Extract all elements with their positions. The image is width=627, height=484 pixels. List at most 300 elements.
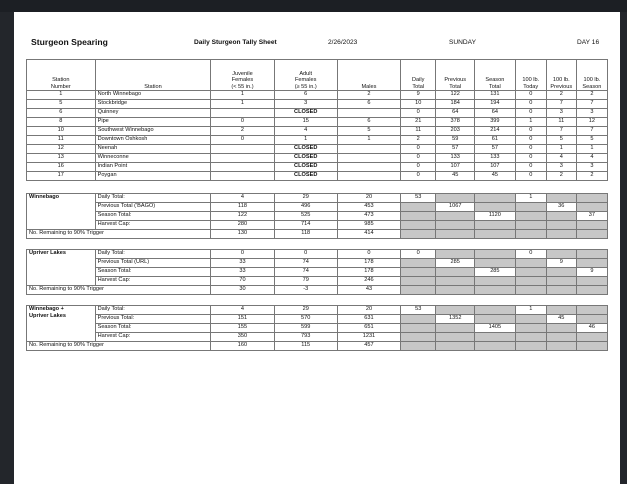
remaining-label-cell: No. Remaining to 90% Trigger [27, 342, 211, 351]
prev-cell: 1067 [436, 203, 475, 212]
juvenile-cell: 122 [211, 212, 274, 221]
col-males [337, 60, 400, 91]
lb-season-cell: 5 [576, 136, 607, 145]
juvenile-cell: 30 [211, 286, 274, 295]
prev-cell: 122 [436, 91, 475, 100]
juvenile-cell: 1 [211, 100, 274, 109]
station-row [27, 127, 608, 136]
lb-prev-cell [546, 221, 576, 230]
males-cell: 178 [337, 268, 400, 277]
daily-cell: 21 [401, 118, 436, 127]
daily-cell: 0 [401, 172, 436, 181]
season-cell [475, 333, 516, 342]
daily-cell: 9 [401, 91, 436, 100]
prev-cell [436, 250, 475, 259]
lb-prev-cell [546, 277, 576, 286]
lb-prev-cell: 9 [546, 259, 576, 268]
prev-cell [436, 277, 475, 286]
empty-cell [401, 342, 436, 351]
lb-season-cell [576, 221, 607, 230]
juvenile-cell [211, 154, 274, 163]
lb-season-cell [576, 194, 607, 203]
header-line: Males [361, 83, 377, 90]
juvenile-cell: 155 [211, 324, 274, 333]
lb-today-cell [515, 268, 546, 277]
prev-cell [436, 324, 475, 333]
lb-season-cell: 12 [576, 118, 607, 127]
summary-title-line: Winnebago [29, 194, 60, 200]
season-cell [475, 221, 516, 230]
spacer-cell [27, 295, 608, 306]
lb-today-cell [515, 221, 546, 230]
prev-cell [436, 333, 475, 342]
daily-cell [401, 333, 436, 342]
summary-label-cell: Daily Total: [95, 250, 211, 259]
lb-today-cell: 0 [515, 163, 546, 172]
header-line: Today [523, 83, 539, 90]
sheet-date: 2/26/2023 [328, 39, 358, 46]
males-cell: 20 [337, 306, 400, 315]
lb-today-cell: 1 [515, 306, 546, 315]
prev-cell [436, 212, 475, 221]
juvenile-cell: 70 [211, 277, 274, 286]
males-cell: 2 [337, 91, 400, 100]
window-top-bar [0, 0, 627, 12]
daily-cell [401, 315, 436, 324]
station-name-cell: Neenah [95, 145, 211, 154]
spacer-cell [27, 181, 608, 194]
prev-cell: 45 [436, 172, 475, 181]
spacer-cell [27, 239, 608, 250]
lb-prev-cell: 5 [546, 136, 576, 145]
prev-cell [436, 194, 475, 203]
summary-label-cell: Season Total: [95, 324, 211, 333]
summary-row [27, 277, 608, 286]
prev-cell [436, 306, 475, 315]
header-line: Station [52, 77, 70, 84]
station-row [27, 172, 608, 181]
lb-season-cell [576, 250, 607, 259]
summary-title-cell [27, 306, 96, 342]
adult-cell: 74 [274, 259, 337, 268]
empty-cell [401, 286, 436, 295]
juvenile-cell: 151 [211, 315, 274, 324]
males-cell: 631 [337, 315, 400, 324]
empty-cell [546, 342, 576, 351]
juvenile-cell: 2 [211, 127, 274, 136]
station-number-cell: 17 [27, 172, 96, 181]
station-name-cell: Winneconne [95, 154, 211, 163]
males-cell [337, 154, 400, 163]
males-cell [337, 109, 400, 118]
station-name-cell: Poygan [95, 172, 211, 181]
empty-cell [475, 286, 516, 295]
section-spacer [27, 239, 608, 250]
adult-cell: 118 [274, 230, 337, 239]
lb-prev-cell [546, 324, 576, 333]
prev-cell: 285 [436, 259, 475, 268]
station-number-cell: 12 [27, 145, 96, 154]
daily-cell [401, 221, 436, 230]
lb-season-cell: 7 [576, 127, 607, 136]
station-row [27, 163, 608, 172]
station-name-cell: Indian Point [95, 163, 211, 172]
lb-season-cell [576, 259, 607, 268]
col-juvenile-females [211, 60, 274, 91]
lb-today-cell [515, 203, 546, 212]
empty-cell [401, 230, 436, 239]
daily-cell: 0 [401, 145, 436, 154]
station-name-cell: Quinney [95, 109, 211, 118]
header-line: Season [485, 77, 505, 84]
summary-row [27, 203, 608, 212]
lb-season-cell [576, 277, 607, 286]
lb-today-cell: 0 [515, 154, 546, 163]
station-name-cell: Downtown Oshkosh [95, 136, 211, 145]
males-cell: 651 [337, 324, 400, 333]
males-cell: 414 [337, 230, 400, 239]
daily-cell [401, 324, 436, 333]
lb-today-cell: 0 [515, 172, 546, 181]
summary-label-cell: Previous Total: [95, 315, 211, 324]
closed-status-cell: CLOSED [274, 154, 337, 163]
empty-cell [546, 230, 576, 239]
season-cell: 57 [475, 145, 516, 154]
lb-prev-cell: 1 [546, 145, 576, 154]
daily-cell: 2 [401, 136, 436, 145]
adult-cell: 793 [274, 333, 337, 342]
juvenile-cell: 160 [211, 342, 274, 351]
section-spacer [27, 295, 608, 306]
lb-season-cell: 7 [576, 100, 607, 109]
lb-today-cell [515, 259, 546, 268]
daily-cell [401, 259, 436, 268]
summary-label-cell: Harvest Cap: [95, 333, 211, 342]
tally-table [26, 59, 608, 351]
header-line: Females [231, 77, 254, 84]
tally-sheet-page [14, 12, 620, 484]
season-cell [475, 315, 516, 324]
season-cell [475, 259, 516, 268]
lb-prev-cell: 2 [546, 172, 576, 181]
adult-cell: 1 [274, 136, 337, 145]
prev-cell: 133 [436, 154, 475, 163]
season-cell: 107 [475, 163, 516, 172]
empty-cell [436, 342, 475, 351]
prev-cell: 57 [436, 145, 475, 154]
males-cell: 43 [337, 286, 400, 295]
header-line: Previous [444, 77, 467, 84]
juvenile-cell [211, 145, 274, 154]
summary-row [27, 306, 608, 315]
season-cell: 194 [475, 100, 516, 109]
header-line: 100 lb. [552, 77, 570, 84]
closed-status-cell: CLOSED [274, 172, 337, 181]
summary-label-cell: Harvest Cap: [95, 277, 211, 286]
station-number-cell: 5 [27, 100, 96, 109]
lb-today-cell: 0 [515, 109, 546, 118]
season-cell: 64 [475, 109, 516, 118]
juvenile-cell: 33 [211, 268, 274, 277]
juvenile-cell: 4 [211, 306, 274, 315]
season-cell [475, 250, 516, 259]
station-name-cell: Pipe [95, 118, 211, 127]
adult-cell: 115 [274, 342, 337, 351]
adult-cell: 74 [274, 268, 337, 277]
header-line: Juvenile [232, 70, 253, 77]
header-line: Previous [550, 83, 573, 90]
adult-cell: 496 [274, 203, 337, 212]
sheet-weekday: SUNDAY [449, 39, 476, 46]
males-cell: 1 [337, 136, 400, 145]
males-cell: 1231 [337, 333, 400, 342]
males-cell: 20 [337, 194, 400, 203]
juvenile-cell: 280 [211, 221, 274, 230]
lb-prev-cell: 4 [546, 154, 576, 163]
station-number-cell: 8 [27, 118, 96, 127]
daily-cell [401, 268, 436, 277]
lb-today-cell: 0 [515, 136, 546, 145]
col-100lb-previous [546, 60, 576, 91]
season-cell: 214 [475, 127, 516, 136]
lb-today-cell [515, 277, 546, 286]
col-station-number [27, 60, 96, 91]
lb-prev-cell: 36 [546, 203, 576, 212]
summary-row [27, 268, 608, 277]
lb-prev-cell: 3 [546, 163, 576, 172]
season-cell: 45 [475, 172, 516, 181]
daily-cell: 0 [401, 250, 436, 259]
adult-cell: 6 [274, 91, 337, 100]
col-adult-females [274, 60, 337, 91]
males-cell [337, 145, 400, 154]
daily-cell: 53 [401, 194, 436, 203]
section-spacer [27, 181, 608, 194]
prev-cell: 64 [436, 109, 475, 118]
daily-cell: 53 [401, 306, 436, 315]
males-cell: 6 [337, 118, 400, 127]
adult-cell: 0 [274, 250, 337, 259]
summary-row [27, 324, 608, 333]
prev-cell [436, 221, 475, 230]
empty-cell [436, 286, 475, 295]
header-line: Total [412, 83, 425, 90]
summary-label-cell: Season Total: [95, 268, 211, 277]
adult-cell: -3 [274, 286, 337, 295]
daily-cell: 10 [401, 100, 436, 109]
prev-cell: 1352 [436, 315, 475, 324]
lb-prev-cell: 7 [546, 100, 576, 109]
header-line: Adult [299, 70, 313, 77]
remaining-row [27, 286, 608, 295]
season-cell [475, 194, 516, 203]
empty-cell [515, 230, 546, 239]
remaining-label-cell: No. Remaining to 90% Trigger [27, 286, 211, 295]
lb-season-cell [576, 315, 607, 324]
lb-season-cell: 2 [576, 91, 607, 100]
station-row [27, 109, 608, 118]
closed-status-cell: CLOSED [274, 163, 337, 172]
col-station [95, 60, 211, 91]
adult-cell: 29 [274, 306, 337, 315]
summary-title-cell [27, 250, 96, 286]
males-cell [337, 172, 400, 181]
header-line: Number [50, 83, 71, 90]
lb-season-cell: 4 [576, 154, 607, 163]
juvenile-cell: 118 [211, 203, 274, 212]
summary-row [27, 221, 608, 230]
daily-cell [401, 277, 436, 286]
prev-cell: 107 [436, 163, 475, 172]
juvenile-cell: 350 [211, 333, 274, 342]
summary-row [27, 194, 608, 203]
adult-cell: 4 [274, 127, 337, 136]
lb-season-cell [576, 306, 607, 315]
season-cell: 131 [475, 91, 516, 100]
lb-today-cell: 1 [515, 118, 546, 127]
season-cell: 1120 [475, 212, 516, 221]
summary-row [27, 315, 608, 324]
males-cell: 0 [337, 250, 400, 259]
station-number-cell: 10 [27, 127, 96, 136]
lb-prev-cell: 7 [546, 127, 576, 136]
summary-title-cell [27, 194, 96, 230]
lb-today-cell [515, 324, 546, 333]
adult-cell: 570 [274, 315, 337, 324]
lb-today-cell: 0 [515, 100, 546, 109]
empty-cell [515, 342, 546, 351]
lb-today-cell [515, 315, 546, 324]
header-line: Station [144, 83, 162, 90]
header-line: Total [488, 83, 501, 90]
closed-status-cell: CLOSED [274, 109, 337, 118]
header-line: (< 55 in.) [231, 83, 254, 90]
header-line: Season [582, 83, 602, 90]
lb-season-cell: 9 [576, 268, 607, 277]
lb-prev-cell [546, 250, 576, 259]
season-cell [475, 203, 516, 212]
empty-cell [475, 342, 516, 351]
daily-cell: 0 [401, 163, 436, 172]
juvenile-cell: 130 [211, 230, 274, 239]
lb-prev-cell [546, 212, 576, 221]
lb-today-cell: 0 [515, 250, 546, 259]
season-cell [475, 277, 516, 286]
lb-prev-cell: 2 [546, 91, 576, 100]
header-line: Females [294, 77, 317, 84]
summary-label-cell: Previous Total ('BAGO) [95, 203, 211, 212]
prev-cell: 184 [436, 100, 475, 109]
summary-title-line: Upriver Lakes [29, 313, 67, 320]
prev-cell: 378 [436, 118, 475, 127]
empty-cell [576, 230, 607, 239]
header-line: 100 lb. [583, 77, 601, 84]
summary-row [27, 333, 608, 342]
header-line: (≥ 55 in.) [294, 83, 317, 90]
sheet-title: Sturgeon Spearing [31, 37, 108, 47]
lb-prev-cell: 11 [546, 118, 576, 127]
adult-cell: 29 [274, 194, 337, 203]
station-name-cell: Southwest Winnebago [95, 127, 211, 136]
lb-season-cell: 1 [576, 145, 607, 154]
col-100lb-season [576, 60, 607, 91]
males-cell: 246 [337, 277, 400, 286]
summary-title-line: Upriver Lakes [29, 250, 67, 256]
lb-season-cell: 3 [576, 109, 607, 118]
adult-cell: 79 [274, 277, 337, 286]
station-row [27, 154, 608, 163]
season-cell: 61 [475, 136, 516, 145]
empty-cell [576, 342, 607, 351]
daily-cell: 0 [401, 109, 436, 118]
station-row [27, 91, 608, 100]
summary-title-line: Winnebago + [29, 306, 64, 312]
adult-cell: 714 [274, 221, 337, 230]
males-cell: 473 [337, 212, 400, 221]
station-name-cell: North Winnebago [95, 91, 211, 100]
lb-prev-cell [546, 333, 576, 342]
daily-cell: 0 [401, 154, 436, 163]
season-cell: 399 [475, 118, 516, 127]
col-100lb-today [515, 60, 546, 91]
station-number-cell: 13 [27, 154, 96, 163]
station-number-cell: 16 [27, 163, 96, 172]
males-cell: 457 [337, 342, 400, 351]
lb-season-cell: 46 [576, 324, 607, 333]
station-row [27, 118, 608, 127]
lb-today-cell: 0 [515, 145, 546, 154]
station-row [27, 145, 608, 154]
adult-cell: 599 [274, 324, 337, 333]
males-cell: 453 [337, 203, 400, 212]
header-line: 100 lb. [522, 77, 540, 84]
empty-cell [576, 286, 607, 295]
station-number-cell: 1 [27, 91, 96, 100]
lb-season-cell: 37 [576, 212, 607, 221]
juvenile-cell [211, 163, 274, 172]
lb-season-cell: 2 [576, 172, 607, 181]
table-header-row [27, 60, 608, 91]
males-cell [337, 163, 400, 172]
summary-row [27, 212, 608, 221]
adult-cell: 15 [274, 118, 337, 127]
remaining-label-cell: No. Remaining to 90% Trigger [27, 230, 211, 239]
lb-season-cell [576, 333, 607, 342]
juvenile-cell: 33 [211, 259, 274, 268]
empty-cell [475, 230, 516, 239]
lb-prev-cell: 45 [546, 315, 576, 324]
males-cell: 178 [337, 259, 400, 268]
lb-prev-cell [546, 194, 576, 203]
empty-cell [515, 286, 546, 295]
adult-cell: 3 [274, 100, 337, 109]
header-line: Daily [412, 77, 425, 84]
summary-label-cell: Daily Total: [95, 194, 211, 203]
lb-season-cell: 3 [576, 163, 607, 172]
juvenile-cell: 0 [211, 136, 274, 145]
summary-label-cell: Previous Total (URL) [95, 259, 211, 268]
lb-today-cell [515, 212, 546, 221]
summary-label-cell: Season Total: [95, 212, 211, 221]
sheet-subtitle: Daily Sturgeon Tally Sheet [194, 39, 277, 46]
col-daily-total [401, 60, 436, 91]
lb-prev-cell: 3 [546, 109, 576, 118]
males-cell: 6 [337, 100, 400, 109]
header-line: Total [449, 83, 462, 90]
juvenile-cell [211, 172, 274, 181]
daily-cell: 11 [401, 127, 436, 136]
prev-cell [436, 268, 475, 277]
